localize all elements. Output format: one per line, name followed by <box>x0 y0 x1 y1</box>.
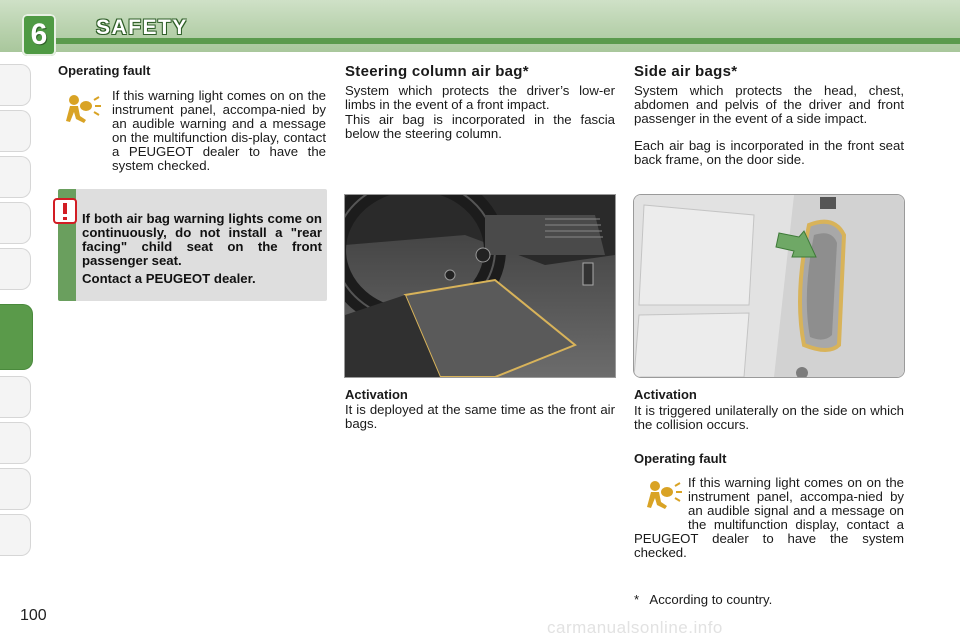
chapter-tab[interactable] <box>0 110 31 152</box>
fault-heading-right: Operating fault <box>634 451 727 466</box>
chapter-tab[interactable] <box>0 514 31 556</box>
side-airbags-para2: Each air bag is incorporated in the front seat back frame, on the door side. <box>634 138 904 167</box>
chapter-tab[interactable] <box>0 156 31 198</box>
chapter-tab[interactable] <box>0 422 31 464</box>
chapter-tab-active[interactable] <box>0 304 33 370</box>
side-airbags-title: Side air bags* <box>634 63 738 80</box>
chapter-tab[interactable] <box>0 64 31 106</box>
fault-text-left: If this warning light comes on on the instrument panel, accompa-nied by an audible warning and a message on the multifunction dis-play, contact a PEUGEOT dealer to have the system checked. <box>112 88 326 173</box>
activation-heading-middle: Activation <box>345 387 408 402</box>
chapter-number: 6 <box>30 18 48 51</box>
side-airbag-image <box>633 194 905 378</box>
steering-column-airbag-image <box>344 194 616 378</box>
watermark: carmanualsonline.info <box>547 618 723 637</box>
activation-text-right: It is triggered unilaterally on the side on which the collision occurs. <box>634 403 904 432</box>
chapter-tab[interactable] <box>0 248 31 290</box>
activation-heading-right: Activation <box>634 387 697 402</box>
fault-text-right <box>634 476 904 560</box>
chapter-tabs <box>0 64 34 576</box>
icon-spacer <box>634 476 688 532</box>
warning-contact: Contact a PEUGEOT dealer. <box>82 271 256 286</box>
chapter-tab[interactable] <box>0 468 31 510</box>
chapter-tab[interactable] <box>0 202 31 244</box>
fault-heading-left: Operating fault <box>58 63 151 78</box>
fault-text-right-content: If this warning light comes on on the instrument panel, accompa-nied by an audible signal and a message on the multifunction display, contact a PEUGEOT dealer to have the system checked. <box>634 475 904 560</box>
exclamation-icon <box>53 198 77 224</box>
steering-airbag-para1: System which protects the driver’s low-er limbs in the event of a front impact. <box>345 83 615 112</box>
page-number: 100 <box>20 607 47 624</box>
footnote: * According to country. <box>634 592 773 607</box>
chapter-title: SAFETY <box>96 16 188 39</box>
warning-text <box>82 212 322 286</box>
airbag-warning-icon <box>60 92 102 130</box>
steering-airbag-para2: This air bag is incorporated in the fascia below the steering column. <box>345 112 615 141</box>
chapter-tab[interactable] <box>0 376 31 418</box>
steering-airbag-title: Steering column air bag* <box>345 63 529 80</box>
side-airbags-para1: System which protects the head, chest, abdomen and pelvis of the driver and front passenger in the event of a side impact. <box>634 83 904 126</box>
warning-message: If both air bag warning lights come on continuously, do not install a "rear facing" child seat on the front passenger seat. <box>82 211 322 268</box>
activation-text-middle: It is deployed at the same time as the front air bags. <box>345 402 615 431</box>
